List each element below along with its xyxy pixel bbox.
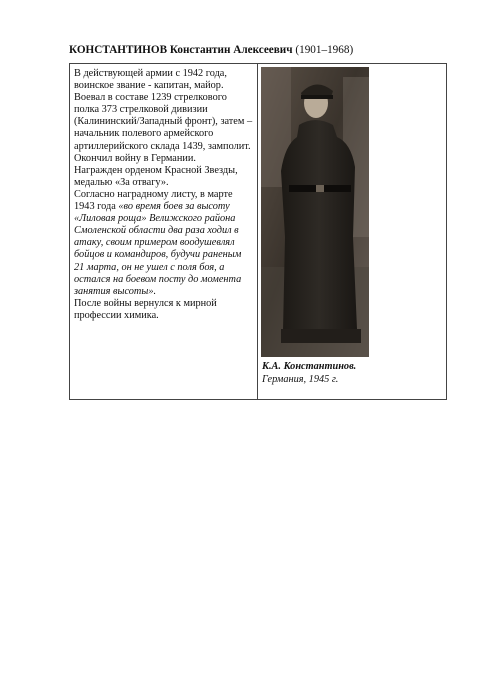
biography-text-cell xyxy=(70,64,258,400)
biography-text xyxy=(70,64,257,322)
portrait-photo xyxy=(261,67,369,357)
life-years: (1901–1968) xyxy=(295,44,354,56)
photo-cell xyxy=(258,64,447,400)
biography-table xyxy=(69,63,447,400)
citation-lead: Согласно наградному листу, в марте 1943 года xyxy=(74,188,233,213)
person-name: КОНСТАНТИНОВ Константин Алексеевич xyxy=(69,44,293,56)
citation-quote: «во время боев за высоту «Лиловая роща» Велижского района Смоленской области два раза ходил в атаку, своим примером воодушевлял бойцов и командиров, будучи раненым 21 марта, он не ушел с поля боя, а остался на боевом посту до момента занятия высоты». xyxy=(74,201,242,297)
bio-war-end: Окончил войну в Германии. xyxy=(74,152,196,164)
bio-award-citation xyxy=(74,189,254,298)
caption-name: К.А. Константинов. xyxy=(262,361,357,372)
caption-place: Германия, 1945 г. xyxy=(262,374,339,385)
bio-postwar: После войны вернулся к мирной профессии химика. xyxy=(74,297,217,321)
photo-caption xyxy=(258,357,446,386)
bio-service: В действующей армии с 1942 года, воинское звание - капитан, майор. Воевал в составе 1239 стрелкового полка 373 стрелковой дивизии (Калининский/Западный фронт), затем – начальник полевого армейского артиллерийского склада 1439, замполит. xyxy=(74,68,253,152)
document-heading xyxy=(69,44,449,56)
bio-awards: Награжден орденом Красной Звезды, медалью «За отвагу». xyxy=(74,164,238,188)
